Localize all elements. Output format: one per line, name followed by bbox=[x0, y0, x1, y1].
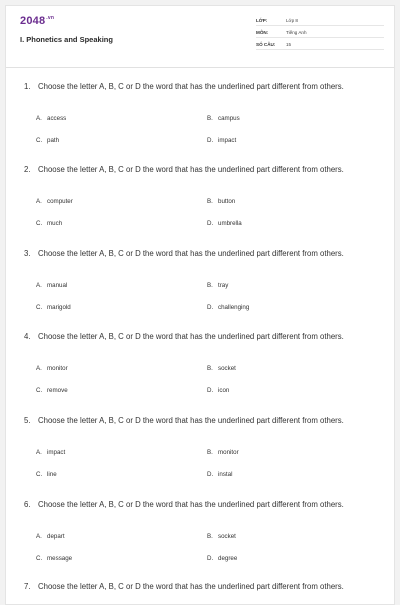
question-number: 7. bbox=[24, 582, 31, 591]
question-prompt: Choose the letter A, B, C or D the word that has the underlined part different from others. bbox=[38, 332, 344, 341]
question-text bbox=[24, 248, 384, 260]
option-letter: A. bbox=[36, 282, 42, 289]
question-prompt: Choose the letter A, B, C or D the word that has the underlined part different from others. bbox=[38, 500, 344, 509]
option-letter: B. bbox=[207, 365, 213, 372]
option-letter: B. bbox=[207, 282, 213, 289]
option-word: message bbox=[47, 555, 73, 562]
answer-option[interactable] bbox=[36, 555, 72, 562]
answer-option[interactable] bbox=[207, 137, 236, 144]
meta-row-count bbox=[256, 40, 384, 50]
answer-option[interactable] bbox=[36, 387, 68, 394]
meta-info bbox=[256, 16, 384, 52]
meta-key: LỚP: bbox=[256, 18, 268, 23]
option-letter: C. bbox=[36, 387, 43, 394]
option-letter: D. bbox=[207, 387, 214, 394]
option-letter: D. bbox=[207, 471, 214, 478]
answer-option[interactable] bbox=[207, 449, 239, 456]
answer-option[interactable] bbox=[36, 304, 71, 311]
option-letter: A. bbox=[36, 533, 42, 540]
question-text bbox=[24, 81, 384, 93]
answer-option[interactable] bbox=[36, 365, 68, 372]
meta-value: Tiếng Anh bbox=[286, 30, 307, 35]
option-word: button bbox=[218, 198, 236, 205]
answer-option[interactable] bbox=[207, 471, 232, 478]
question-text bbox=[24, 331, 384, 343]
option-letter: A. bbox=[36, 365, 42, 372]
question-text bbox=[24, 581, 384, 593]
question-prompt: Choose the letter A, B, C or D the word that has the underlined part different from others. bbox=[38, 582, 344, 591]
option-word: umbrella bbox=[218, 220, 242, 227]
option-letter: B. bbox=[207, 449, 213, 456]
option-word: computer bbox=[47, 198, 73, 205]
meta-value: 15 bbox=[286, 42, 292, 47]
question-number: 1. bbox=[24, 82, 31, 91]
question-number: 2. bbox=[24, 165, 31, 174]
option-word: marigold bbox=[47, 304, 71, 311]
question-number: 3. bbox=[24, 249, 31, 258]
option-word: instal bbox=[218, 471, 233, 478]
option-word: much bbox=[47, 220, 63, 227]
worksheet-page bbox=[5, 5, 395, 605]
option-word: challenging bbox=[218, 304, 250, 311]
answer-option[interactable] bbox=[207, 304, 249, 311]
option-letter: D. bbox=[207, 220, 214, 227]
meta-row-class bbox=[256, 16, 384, 26]
option-word: icon bbox=[218, 387, 230, 394]
option-word: monitor bbox=[47, 365, 68, 372]
logo-suffix: .vn bbox=[46, 15, 55, 21]
option-word: monitor bbox=[218, 449, 239, 456]
option-letter: D. bbox=[207, 304, 214, 311]
answer-option[interactable] bbox=[207, 555, 237, 562]
option-word: remove bbox=[47, 387, 68, 394]
question-prompt: Choose the letter A, B, C or D the word that has the underlined part different from others. bbox=[38, 249, 344, 258]
option-letter: C. bbox=[36, 555, 43, 562]
answer-option[interactable] bbox=[36, 471, 57, 478]
worksheet-header bbox=[6, 6, 394, 68]
answer-option[interactable] bbox=[207, 220, 242, 227]
option-letter: C. bbox=[36, 220, 43, 227]
answer-option[interactable] bbox=[36, 533, 65, 540]
option-letter: A. bbox=[36, 449, 42, 456]
option-word: depart bbox=[47, 533, 65, 540]
answer-option[interactable] bbox=[36, 282, 67, 289]
option-letter: B. bbox=[207, 198, 213, 205]
option-word: socket bbox=[218, 533, 236, 540]
option-letter: B. bbox=[207, 115, 213, 122]
meta-key: MÔN: bbox=[256, 30, 269, 35]
answer-option[interactable] bbox=[36, 198, 73, 205]
option-word: access bbox=[47, 115, 67, 122]
answer-option[interactable] bbox=[36, 115, 66, 122]
question-prompt: Choose the letter A, B, C or D the word that has the underlined part different from others. bbox=[38, 165, 344, 174]
question-number: 6. bbox=[24, 500, 31, 509]
answer-option[interactable] bbox=[207, 387, 229, 394]
meta-row-subject bbox=[256, 28, 384, 38]
option-letter: A. bbox=[36, 198, 42, 205]
question-prompt: Choose the letter A, B, C or D the word that has the underlined part different from others. bbox=[38, 416, 344, 425]
option-letter: D. bbox=[207, 555, 214, 562]
option-word: path bbox=[47, 137, 60, 144]
question-text bbox=[24, 415, 384, 427]
question-number: 5. bbox=[24, 416, 31, 425]
option-word: manual bbox=[47, 282, 68, 289]
meta-key: SỐ CÂU: bbox=[256, 42, 276, 47]
option-word: impact bbox=[47, 449, 66, 456]
answer-option[interactable] bbox=[36, 449, 65, 456]
answer-option[interactable] bbox=[207, 115, 240, 122]
option-letter: C. bbox=[36, 137, 43, 144]
option-letter: A. bbox=[36, 115, 42, 122]
option-word: degree bbox=[218, 555, 238, 562]
answer-option[interactable] bbox=[207, 282, 228, 289]
option-word: line bbox=[47, 471, 57, 478]
question-text bbox=[24, 499, 384, 511]
option-letter: C. bbox=[36, 471, 43, 478]
option-letter: C. bbox=[36, 304, 43, 311]
logo-text: 2048 bbox=[20, 15, 46, 27]
answer-option[interactable] bbox=[207, 365, 236, 372]
answer-option[interactable] bbox=[207, 533, 236, 540]
option-word: tray bbox=[218, 282, 229, 289]
site-logo[interactable] bbox=[20, 15, 54, 27]
answer-option[interactable] bbox=[36, 137, 59, 144]
answer-option[interactable] bbox=[36, 220, 62, 227]
section-title: I. Phonetics and Speaking bbox=[20, 35, 113, 44]
option-letter: B. bbox=[207, 533, 213, 540]
question-prompt: Choose the letter A, B, C or D the word that has the underlined part different from others. bbox=[38, 82, 344, 91]
question-text bbox=[24, 164, 384, 176]
option-word: campus bbox=[218, 115, 240, 122]
option-word: socket bbox=[218, 365, 236, 372]
meta-value: Lớp 8 bbox=[286, 18, 298, 23]
option-word: impact bbox=[218, 137, 237, 144]
answer-option[interactable] bbox=[207, 198, 235, 205]
question-number: 4. bbox=[24, 332, 31, 341]
option-letter: D. bbox=[207, 137, 214, 144]
